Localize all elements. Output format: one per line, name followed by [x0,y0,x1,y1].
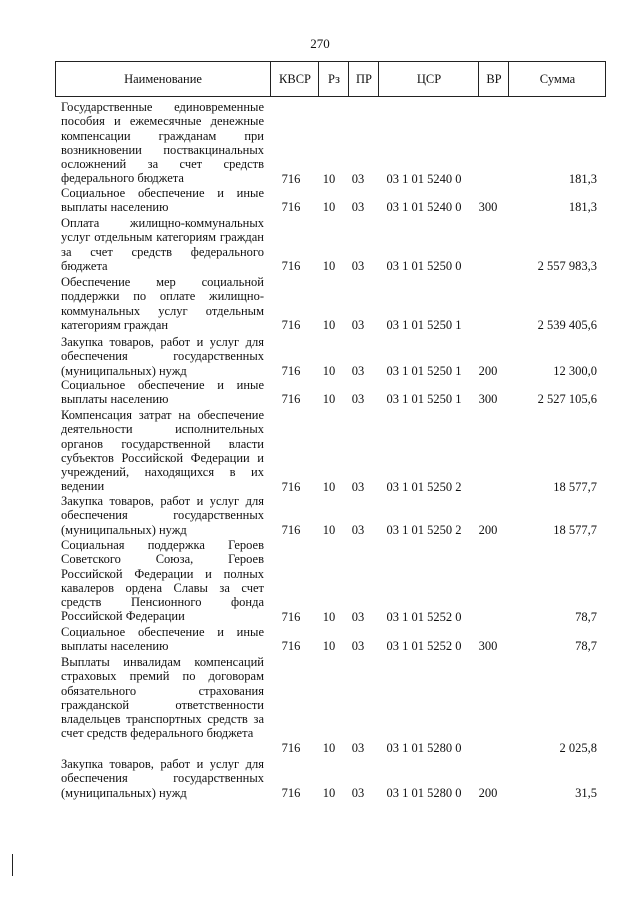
row-pr: 03 [351,171,365,186]
row-sum: 181,3 [568,200,597,215]
row-kvsr: 716 [281,317,301,332]
row-vr: 200 [478,522,498,537]
row-kvsr: 716 [281,522,301,537]
table-row [0,275,640,332]
row-rz: 10 [322,171,336,186]
row-csr: 03 1 01 5250 1 [386,363,462,378]
table-row [0,757,640,800]
row-pr: 03 [351,639,365,654]
row-sum: 2 539 405,6 [537,317,597,332]
row-kvsr: 716 [281,785,301,800]
row-csr: 03 1 01 5250 2 [386,522,462,537]
table-row [0,335,640,378]
row-pr: 03 [351,522,365,537]
row-sum: 12 300,0 [553,363,597,378]
row-vr: 300 [478,639,498,654]
row-rz: 10 [322,392,336,407]
header-kvsr: КВСР [270,62,319,96]
row-pr: 03 [351,392,365,407]
table-row [0,494,640,537]
row-csr: 03 1 01 5240 0 [386,171,462,186]
row-csr: 03 1 01 5250 2 [386,479,462,494]
row-kvsr: 716 [281,609,301,624]
row-name: Социальное обеспечение и иные выплаты населению [61,625,264,654]
table-row [0,538,640,624]
row-rz: 10 [322,200,336,215]
row-pr: 03 [351,200,365,215]
page-number: 270 [310,36,330,51]
row-kvsr: 716 [281,258,301,273]
row-sum: 2 557 983,3 [537,258,597,273]
header-pr: ПР [348,62,379,96]
row-rz: 10 [322,363,336,378]
row-rz: 10 [322,479,336,494]
row-name: Оплата жилищно-коммунальных услуг отдельным категориям граждан за счет средств федерального бюджета [61,216,264,273]
row-sum: 31,5 [575,785,597,800]
row-csr: 03 1 01 5252 0 [386,609,462,624]
row-pr: 03 [351,258,365,273]
row-rz: 10 [322,639,336,654]
row-rz: 10 [322,317,336,332]
row-sum: 18 577,7 [553,479,597,494]
margin-line [12,854,13,876]
row-rz: 10 [322,522,336,537]
row-kvsr: 716 [281,363,301,378]
header-name: Наименование [124,72,202,86]
row-pr: 03 [351,479,365,494]
table-row [0,186,640,215]
row-sum: 181,3 [568,171,597,186]
table-row [0,378,640,407]
table-header [55,61,606,97]
row-sum: 2 527 105,6 [537,392,597,407]
row-sum: 78,7 [575,639,597,654]
row-rz: 10 [322,609,336,624]
row-kvsr: 716 [281,392,301,407]
row-csr: 03 1 01 5280 0 [386,785,462,800]
row-vr: 200 [478,785,498,800]
row-pr: 03 [351,609,365,624]
row-rz: 10 [322,785,336,800]
row-rz: 10 [322,740,336,755]
header-vr: ВР [478,62,509,96]
row-name: Выплаты инвалидам компенсаций страховых премий по договорам обязательного страхования гражданской ответственности владельцев транспортных средств за счет средств федерального бюджета [61,655,264,741]
row-kvsr: 716 [281,639,301,654]
row-name: Закупка товаров, работ и услуг для обеспечения государственных (муниципальных) нужд [61,757,264,800]
row-sum: 2 025,8 [559,740,597,755]
table-row [0,216,640,273]
row-vr: 300 [478,392,498,407]
row-sum: 18 577,7 [553,522,597,537]
row-rz: 10 [322,258,336,273]
row-sum: 78,7 [575,609,597,624]
table-row [0,100,640,186]
table-row [0,655,640,755]
row-pr: 03 [351,317,365,332]
row-name: Социальное обеспечение и иные выплаты населению [61,186,264,215]
row-csr: 03 1 01 5240 0 [386,200,462,215]
row-name: Обеспечение мер социальной поддержки по оплате жилищно-коммунальных услуг отдельным категориям граждан [61,275,264,332]
row-kvsr: 716 [281,200,301,215]
row-kvsr: 716 [281,479,301,494]
row-name: Закупка товаров, работ и услуг для обеспечения государственных (муниципальных) нужд [61,335,264,378]
header-rz: Рз [318,62,349,96]
table-row [0,408,640,494]
row-vr: 300 [478,200,498,215]
header-csr: ЦСР [378,62,479,96]
row-kvsr: 716 [281,740,301,755]
row-pr: 03 [351,363,365,378]
row-name: Компенсация затрат на обеспечение деятельности исполнительных органов государственной власти субъектов Российской Федерации и учреждений, находящихся в их ведении [61,408,264,494]
row-name: Государственные единовременные пособия и ежемесячные денежные компенсации гражданам при возникновении поствакцинальных осложнений за счет средств федерального бюджета [61,100,264,186]
row-pr: 03 [351,740,365,755]
header-sum: Сумма [508,62,606,96]
row-csr: 03 1 01 5250 0 [386,258,462,273]
row-csr: 03 1 01 5252 0 [386,639,462,654]
row-csr: 03 1 01 5250 1 [386,317,462,332]
row-kvsr: 716 [281,171,301,186]
row-csr: 03 1 01 5280 0 [386,740,462,755]
row-name: Социальное обеспечение и иные выплаты населению [61,378,264,407]
table-row [0,625,640,654]
row-vr: 200 [478,363,498,378]
row-csr: 03 1 01 5250 1 [386,392,462,407]
row-pr: 03 [351,785,365,800]
row-name: Социальная поддержка Героев Советского Союза, Героев Российской Федерации и полных кавалеров ордена Славы за счет средств Пенсионного фонда Российской Федерации [61,538,264,624]
row-name: Закупка товаров, работ и услуг для обеспечения государственных (муниципальных) нужд [61,494,264,537]
